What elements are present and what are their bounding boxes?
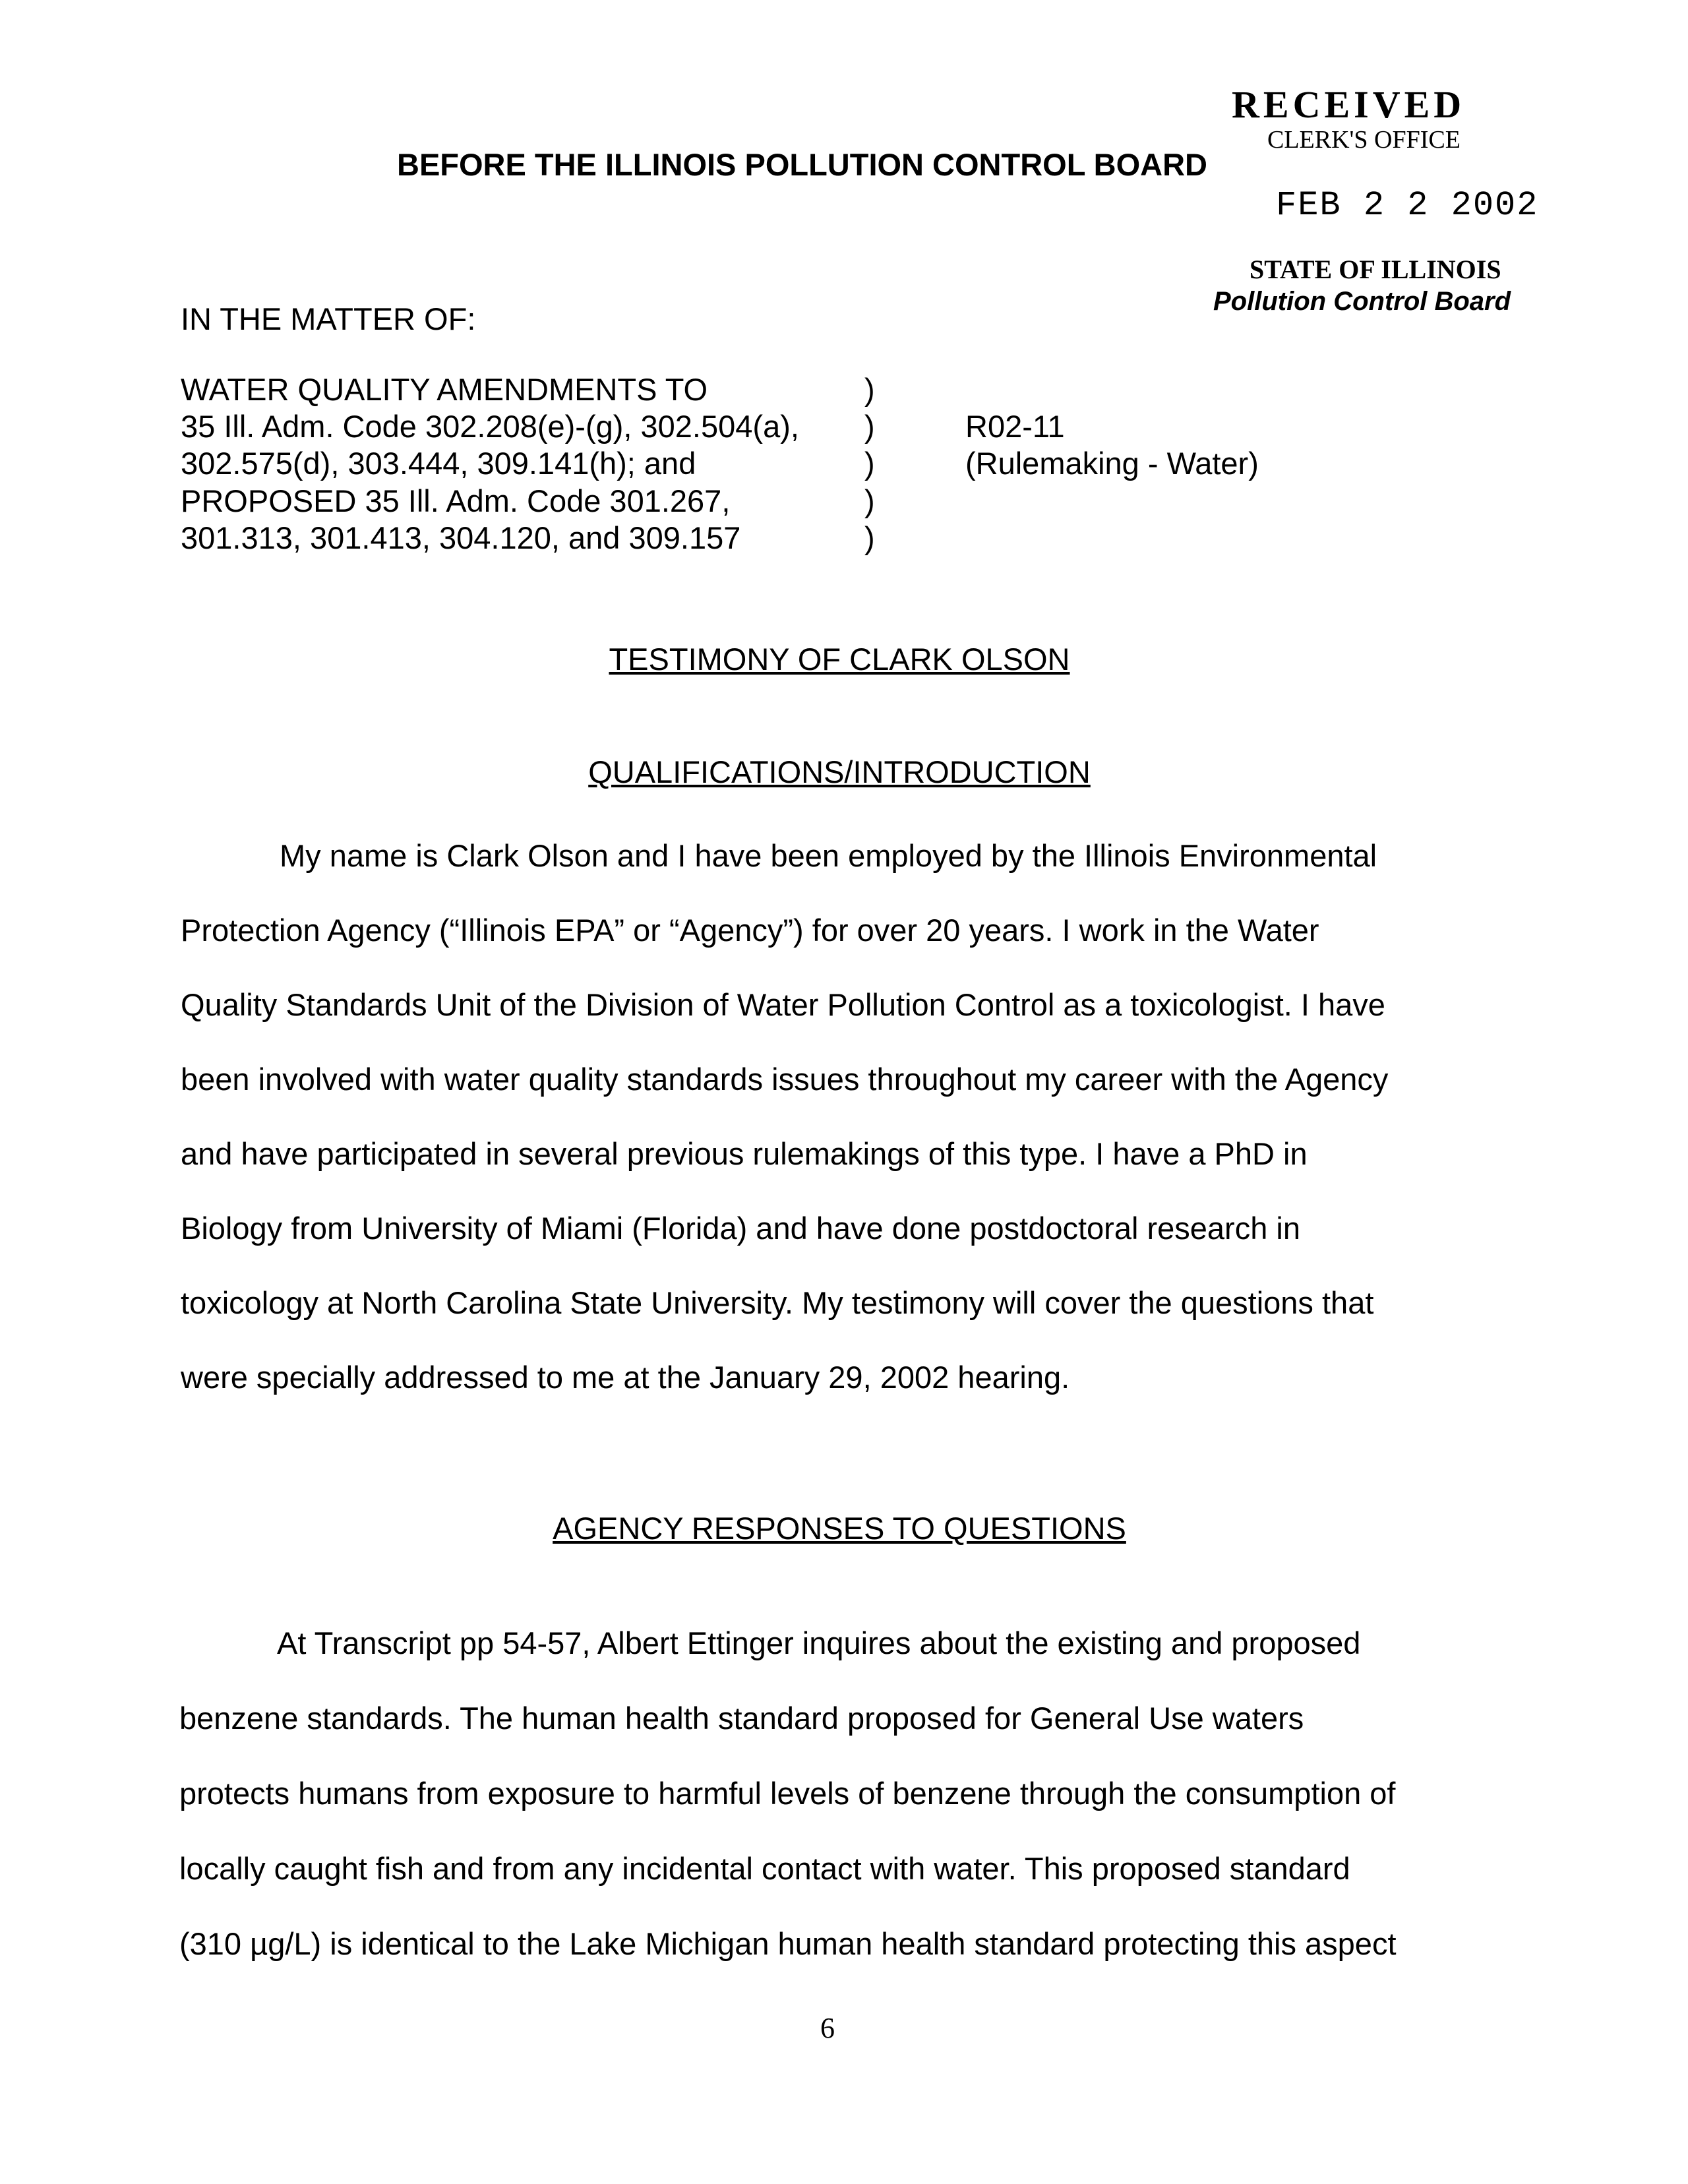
paragraph-line: were specially addressed to me at the January 29, 2002 hearing.: [181, 1360, 1070, 1395]
caption-line: 301.313, 301.413, 304.120, and 309.157: [181, 520, 741, 555]
paragraph-line: Quality Standards Unit of the Division of Water Pollution Control as a toxicologist. I have: [181, 987, 1385, 1022]
caption-line: 35 Ill. Adm. Code 302.208(e)-(g), 302.504(a),: [181, 409, 799, 444]
paragraph-line: At Transcript pp 54-57, Albert Ettinger inquires about the existing and proposed: [277, 1625, 1361, 1660]
docket-type: (Rulemaking - Water): [965, 446, 1259, 481]
caption-paren: ): [864, 483, 875, 518]
page-number: 6: [820, 2012, 835, 2044]
heading-qualifications: QUALIFICATIONS/INTRODUCTION: [588, 754, 1091, 789]
paragraph-line: Biology from University of Miami (Florida) and have done postdoctoral research in: [181, 1211, 1300, 1246]
heading-agency-responses: AGENCY RESPONSES TO QUESTIONS: [553, 1511, 1126, 1546]
stamp-clerks-office: CLERK'S OFFICE: [1267, 126, 1461, 154]
stamp-state: STATE OF ILLINOIS: [1250, 255, 1501, 284]
paragraph-line: Protection Agency (“Illinois EPA” or “Agency”) for over 20 years. I work in the Water: [181, 913, 1319, 948]
paragraph-line: and have participated in several previous rulemakings of this type. I have a PhD in: [181, 1136, 1308, 1171]
paragraph-line: toxicology at North Carolina State University. My testimony will cover the questions that: [181, 1285, 1374, 1320]
caption-paren: ): [864, 409, 875, 444]
stamp-received: RECEIVED: [1232, 83, 1466, 126]
caption-line: WATER QUALITY AMENDMENTS TO: [181, 372, 708, 407]
document-title: BEFORE THE ILLINOIS POLLUTION CONTROL BOARD: [397, 147, 1207, 182]
caption-paren: ): [864, 520, 875, 555]
heading-testimony: TESTIMONY OF CLARK OLSON: [609, 642, 1070, 677]
paragraph-line: protects humans from exposure to harmful levels of benzene through the consumption of: [179, 1776, 1396, 1811]
paragraph-line: benzene standards. The human health standard proposed for General Use waters: [179, 1701, 1304, 1736]
stamp-board: Pollution Control Board: [1213, 287, 1511, 316]
stamp-date: FEB 2 2 2002: [1276, 186, 1539, 225]
paragraph-line: been involved with water quality standards issues throughout my career with the Agency: [181, 1062, 1389, 1097]
caption-paren: ): [864, 372, 875, 407]
caption-paren: ): [864, 446, 875, 481]
caption-line: 302.575(d), 303.444, 309.141(h); and: [181, 446, 696, 481]
paragraph-line: locally caught fish and from any incidental contact with water. This proposed standard: [179, 1851, 1350, 1886]
paragraph-line: (310 µg/L) is identical to the Lake Michigan human health standard protecting this aspect: [179, 1926, 1397, 1961]
docket-number: R02-11: [965, 409, 1065, 444]
paragraph-line: My name is Clark Olson and I have been employed by the Illinois Environmental: [280, 838, 1377, 873]
caption-line: PROPOSED 35 Ill. Adm. Code 301.267,: [181, 483, 731, 518]
in-the-matter: IN THE MATTER OF:: [181, 301, 476, 336]
